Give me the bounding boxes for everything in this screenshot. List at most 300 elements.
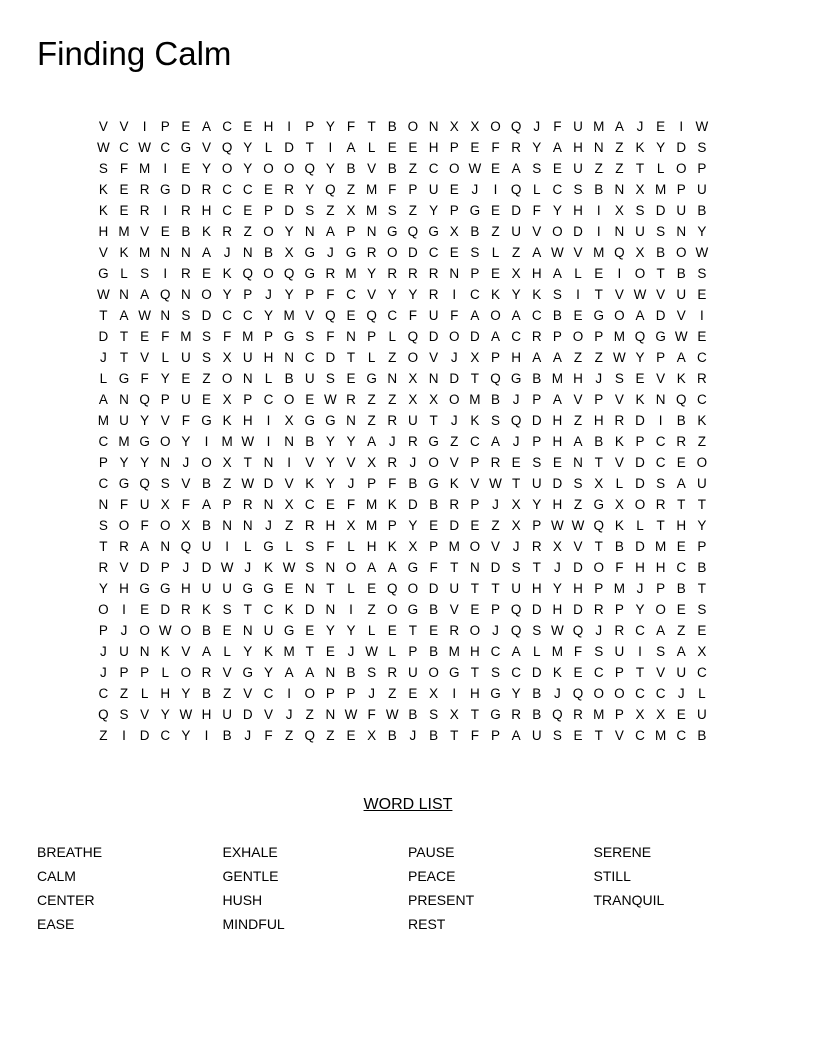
grid-letter[interactable]: L [140,686,149,701]
grid-letter[interactable]: G [655,329,666,344]
grid-letter[interactable]: E [697,329,707,344]
grid-letter[interactable]: M [551,644,564,659]
grid-letter[interactable]: J [492,497,499,512]
grid-letter[interactable]: R [573,707,583,722]
grid-letter[interactable]: Z [697,434,707,449]
grid-letter[interactable]: Y [635,350,645,365]
grid-letter[interactable]: C [304,497,315,512]
grid-letter[interactable]: W [551,245,564,260]
grid-letter[interactable]: S [470,245,480,260]
grid-letter[interactable]: I [328,140,333,155]
grid-letter[interactable]: Q [304,728,315,743]
grid-letter[interactable]: C [222,203,233,218]
grid-letter[interactable]: V [305,308,315,323]
grid-letter[interactable]: J [677,686,685,701]
grid-letter[interactable]: I [700,308,704,323]
grid-letter[interactable]: Y [202,161,212,176]
grid-letter[interactable]: Q [366,308,377,323]
grid-letter[interactable]: I [576,287,580,302]
grid-letter[interactable]: Z [388,686,397,701]
grid-letter[interactable]: Y [181,728,191,743]
grid-letter[interactable]: R [408,434,418,449]
grid-letter[interactable]: T [532,560,541,575]
grid-letter[interactable]: E [140,329,150,344]
grid-letter[interactable]: I [638,644,642,659]
grid-letter[interactable]: B [181,224,191,239]
grid-letter[interactable]: R [511,707,521,722]
grid-letter[interactable]: N [119,392,129,407]
grid-letter[interactable]: C [469,287,480,302]
grid-letter[interactable]: Z [573,497,583,512]
grid-letter[interactable]: H [325,518,336,533]
grid-letter[interactable]: S [573,182,583,197]
grid-letter[interactable]: P [470,455,480,470]
grid-letter[interactable]: R [676,434,687,449]
grid-letter[interactable]: V [573,392,583,407]
grid-letter[interactable]: S [656,476,666,491]
grid-letter[interactable]: U [697,182,707,197]
grid-letter[interactable]: Z [408,161,418,176]
grid-letter[interactable]: D [573,224,583,239]
grid-letter[interactable]: F [491,140,500,155]
grid-letter[interactable]: S [181,308,191,323]
grid-letter[interactable]: O [263,161,274,176]
grid-letter[interactable]: A [552,350,562,365]
grid-letter[interactable]: Z [367,602,376,617]
grid-letter[interactable]: M [242,329,254,344]
grid-letter[interactable]: L [264,140,273,155]
grid-letter[interactable]: R [614,413,625,428]
grid-letter[interactable]: E [573,308,583,323]
grid-letter[interactable]: V [614,728,624,743]
grid-letter[interactable]: R [387,413,398,428]
grid-letter[interactable]: V [181,644,191,659]
grid-letter[interactable]: J [223,245,231,260]
grid-letter[interactable]: R [181,602,191,617]
grid-letter[interactable]: G [242,665,254,680]
grid-letter[interactable]: T [367,119,376,134]
grid-letter[interactable]: K [263,644,273,659]
grid-letter[interactable]: U [242,350,253,365]
grid-letter[interactable]: H [201,203,212,218]
grid-letter[interactable]: Y [325,119,335,134]
grid-letter[interactable]: X [222,350,232,365]
grid-letter[interactable]: Y [140,455,150,470]
grid-letter[interactable]: N [428,371,439,386]
grid-letter[interactable]: C [697,350,707,365]
grid-letter[interactable]: F [140,518,149,533]
grid-letter[interactable]: B [222,728,232,743]
grid-letter[interactable]: C [593,665,604,680]
grid-letter[interactable]: T [470,665,479,680]
grid-letter[interactable]: A [614,119,624,134]
grid-letter[interactable]: Q [407,329,419,344]
grid-letter[interactable]: G [428,224,439,239]
grid-letter[interactable]: L [636,518,644,533]
grid-letter[interactable]: F [388,476,397,491]
grid-letter[interactable]: U [408,665,418,680]
grid-letter[interactable]: Z [677,623,686,638]
grid-letter[interactable]: H [160,686,171,701]
grid-letter[interactable]: X [449,119,459,134]
grid-letter[interactable]: J [99,644,107,659]
grid-letter[interactable]: V [429,350,439,365]
grid-letter[interactable]: G [263,539,274,554]
grid-letter[interactable]: J [409,728,417,743]
grid-letter[interactable]: Y [511,686,521,701]
grid-letter[interactable]: Z [243,224,252,239]
grid-letter[interactable]: T [594,539,603,554]
grid-letter[interactable]: S [552,728,562,743]
grid-letter[interactable]: Q [510,413,522,428]
grid-letter[interactable]: V [119,119,129,134]
grid-letter[interactable]: D [408,497,418,512]
grid-letter[interactable]: W [241,434,255,449]
grid-letter[interactable]: Z [99,728,108,743]
grid-letter[interactable]: J [244,728,252,743]
grid-letter[interactable]: Y [697,518,707,533]
grid-letter[interactable]: T [119,350,129,365]
grid-letter[interactable]: P [532,434,542,449]
grid-letter[interactable]: S [98,161,108,176]
grid-letter[interactable]: X [470,350,480,365]
grid-letter[interactable]: K [263,560,273,575]
grid-letter[interactable]: K [202,224,212,239]
grid-letter[interactable]: D [635,413,645,428]
grid-letter[interactable]: B [202,476,212,491]
grid-letter[interactable]: Y [263,308,273,323]
grid-letter[interactable]: N [284,434,294,449]
grid-letter[interactable]: D [655,308,666,323]
grid-letter[interactable]: J [512,539,520,554]
grid-letter[interactable]: M [593,119,605,134]
grid-letter[interactable]: B [656,245,666,260]
grid-letter[interactable]: S [222,602,232,617]
grid-letter[interactable]: O [469,539,481,554]
grid-letter[interactable]: V [140,707,150,722]
grid-letter[interactable]: V [367,287,377,302]
grid-letter[interactable]: M [180,329,192,344]
grid-letter[interactable]: U [304,371,315,386]
grid-letter[interactable]: W [695,245,709,260]
grid-letter[interactable]: E [325,497,335,512]
grid-letter[interactable]: N [119,287,129,302]
grid-letter[interactable]: P [429,539,439,554]
grid-letter[interactable]: N [346,413,356,428]
grid-letter[interactable]: E [470,140,480,155]
grid-letter[interactable]: Z [326,203,335,218]
grid-letter[interactable]: Q [407,224,419,239]
grid-letter[interactable]: F [181,413,190,428]
grid-letter[interactable]: P [656,350,666,365]
grid-letter[interactable]: W [633,287,647,302]
grid-letter[interactable]: N [573,455,583,470]
grid-letter[interactable]: K [552,665,562,680]
grid-letter[interactable]: Y [367,266,377,281]
grid-letter[interactable]: Q [634,329,646,344]
grid-letter[interactable]: J [409,455,417,470]
grid-letter[interactable]: P [408,182,418,197]
grid-letter[interactable]: K [490,287,500,302]
grid-letter[interactable]: J [512,392,520,407]
grid-letter[interactable]: Z [491,518,500,533]
grid-letter[interactable]: X [511,518,521,533]
grid-letter[interactable]: B [490,392,500,407]
grid-letter[interactable]: J [368,686,376,701]
grid-letter[interactable]: U [201,581,212,596]
grid-letter[interactable]: Q [552,707,563,722]
grid-letter[interactable]: M [551,371,564,386]
grid-letter[interactable]: O [448,392,460,407]
grid-letter[interactable]: C [304,350,315,365]
grid-letter[interactable]: R [201,665,212,680]
grid-letter[interactable]: I [266,434,271,449]
grid-letter[interactable]: R [284,182,294,197]
grid-letter[interactable]: C [511,329,521,344]
grid-letter[interactable]: E [387,140,397,155]
grid-letter[interactable]: S [573,476,583,491]
grid-letter[interactable]: R [387,665,398,680]
grid-letter[interactable]: N [160,245,171,260]
grid-letter[interactable]: Q [510,602,522,617]
grid-letter[interactable]: U [676,203,687,218]
grid-letter[interactable]: Y [284,224,294,239]
grid-letter[interactable]: W [385,707,399,722]
grid-letter[interactable]: Y [511,287,521,302]
grid-letter[interactable]: L [574,266,582,281]
grid-letter[interactable]: J [512,434,520,449]
grid-letter[interactable]: E [697,287,707,302]
grid-letter[interactable]: F [346,497,356,512]
grid-letter[interactable]: U [635,224,645,239]
grid-letter[interactable]: C [160,728,171,743]
grid-letter[interactable]: E [552,161,562,176]
grid-letter[interactable]: C [469,434,480,449]
grid-letter[interactable]: M [283,308,295,323]
grid-letter[interactable]: E [697,623,707,638]
grid-letter[interactable]: C [635,623,645,638]
grid-letter[interactable]: A [490,329,500,344]
grid-letter[interactable]: O [407,119,419,134]
grid-letter[interactable]: X [284,245,294,260]
grid-letter[interactable]: H [573,581,583,596]
grid-letter[interactable]: S [367,665,377,680]
grid-letter[interactable]: X [635,707,645,722]
grid-letter[interactable]: H [552,413,563,428]
grid-letter[interactable]: P [532,392,542,407]
grid-letter[interactable]: N [181,245,191,260]
grid-letter[interactable]: U [697,707,707,722]
grid-letter[interactable]: R [531,329,542,344]
grid-letter[interactable]: T [594,455,603,470]
grid-letter[interactable]: D [469,329,480,344]
grid-letter[interactable]: U [119,644,129,659]
grid-letter[interactable]: D [635,455,645,470]
grid-letter[interactable]: Q [510,182,522,197]
grid-letter[interactable]: O [593,560,604,575]
grid-letter[interactable]: J [595,623,603,638]
grid-letter[interactable]: H [573,203,583,218]
grid-letter[interactable]: T [677,497,686,512]
grid-letter[interactable]: E [635,371,645,386]
grid-letter[interactable]: Y [160,707,170,722]
grid-letter[interactable]: S [614,371,624,386]
grid-letter[interactable]: T [346,350,356,365]
grid-letter[interactable]: F [140,371,149,386]
grid-letter[interactable]: F [429,560,438,575]
grid-letter[interactable]: G [469,203,481,218]
grid-letter[interactable]: O [345,560,357,575]
grid-letter[interactable]: I [287,686,291,701]
grid-letter[interactable]: Y [243,140,253,155]
grid-letter[interactable]: N [222,518,233,533]
grid-letter[interactable]: H [635,560,645,575]
grid-letter[interactable]: M [366,203,378,218]
grid-letter[interactable]: N [325,665,336,680]
grid-letter[interactable]: O [655,602,666,617]
grid-letter[interactable]: V [449,602,459,617]
grid-letter[interactable]: W [158,623,172,638]
grid-letter[interactable]: A [552,140,562,155]
grid-letter[interactable]: C [242,308,253,323]
grid-letter[interactable]: T [429,413,438,428]
grid-letter[interactable]: B [429,602,439,617]
grid-letter[interactable]: T [99,539,108,554]
grid-letter[interactable]: T [656,266,665,281]
grid-letter[interactable]: P [676,182,686,197]
grid-letter[interactable]: B [697,728,707,743]
grid-letter[interactable]: C [531,308,542,323]
grid-letter[interactable]: H [593,413,604,428]
grid-letter[interactable]: U [676,665,687,680]
grid-letter[interactable]: L [120,266,128,281]
grid-letter[interactable]: L [367,623,376,638]
grid-letter[interactable]: E [676,707,686,722]
grid-letter[interactable]: P [160,119,170,134]
grid-letter[interactable]: L [99,371,108,386]
grid-letter[interactable]: T [408,623,418,638]
grid-letter[interactable]: B [305,434,315,449]
grid-letter[interactable]: D [201,308,212,323]
grid-letter[interactable]: I [142,119,147,134]
grid-letter[interactable]: D [304,602,315,617]
grid-letter[interactable]: I [266,413,271,428]
grid-letter[interactable]: M [593,707,605,722]
grid-letter[interactable]: H [552,434,563,449]
grid-letter[interactable]: B [676,581,686,596]
grid-letter[interactable]: M [138,245,151,260]
grid-letter[interactable]: O [387,602,398,617]
grid-letter[interactable]: C [263,686,274,701]
grid-letter[interactable]: H [511,350,521,365]
grid-letter[interactable]: C [635,686,645,701]
grid-letter[interactable]: U [139,497,150,512]
grid-letter[interactable]: U [573,161,583,176]
grid-letter[interactable]: C [655,455,666,470]
grid-letter[interactable]: Y [263,665,273,680]
grid-letter[interactable]: F [264,728,273,743]
grid-letter[interactable]: S [305,203,315,218]
grid-letter[interactable]: I [596,224,601,239]
grid-letter[interactable]: A [202,245,212,260]
grid-letter[interactable]: N [304,224,315,239]
grid-letter[interactable]: U [449,581,460,596]
grid-letter[interactable]: E [449,245,459,260]
grid-letter[interactable]: E [346,728,356,743]
grid-letter[interactable]: F [326,539,335,554]
grid-letter[interactable]: S [697,140,707,155]
grid-letter[interactable]: I [204,434,209,449]
grid-letter[interactable]: O [304,686,315,701]
grid-letter[interactable]: Z [573,350,583,365]
grid-letter[interactable]: A [284,665,294,680]
grid-letter[interactable]: M [118,434,130,449]
grid-letter[interactable]: Z [408,203,418,218]
grid-letter[interactable]: C [552,182,563,197]
grid-letter[interactable]: K [614,518,624,533]
grid-letter[interactable]: Y [325,623,335,638]
grid-letter[interactable]: A [552,392,562,407]
grid-letter[interactable]: B [532,371,542,386]
grid-letter[interactable]: O [448,329,460,344]
grid-letter[interactable]: K [470,413,480,428]
grid-letter[interactable]: W [241,476,255,491]
grid-letter[interactable]: P [656,581,666,596]
grid-letter[interactable]: N [98,497,109,512]
grid-letter[interactable]: L [698,686,706,701]
grid-letter[interactable]: M [448,539,460,554]
grid-letter[interactable]: Y [181,434,191,449]
grid-letter[interactable]: Q [304,161,315,176]
grid-letter[interactable]: I [287,119,291,134]
grid-letter[interactable]: E [346,308,356,323]
grid-letter[interactable]: J [388,434,396,449]
grid-letter[interactable]: Q [283,266,295,281]
grid-letter[interactable]: D [635,539,645,554]
grid-letter[interactable]: J [99,350,107,365]
grid-letter[interactable]: E [470,518,480,533]
grid-letter[interactable]: D [428,581,439,596]
grid-letter[interactable]: V [305,455,315,470]
grid-letter[interactable]: Y [222,287,232,302]
grid-letter[interactable]: F [573,644,583,659]
grid-letter[interactable]: C [222,308,233,323]
grid-letter[interactable]: K [387,539,397,554]
grid-letter[interactable]: X [656,707,666,722]
grid-letter[interactable]: P [449,140,459,155]
grid-letter[interactable]: R [449,623,460,638]
grid-letter[interactable]: Y [697,224,707,239]
grid-letter[interactable]: D [449,371,460,386]
grid-letter[interactable]: P [305,119,315,134]
grid-letter[interactable]: H [119,581,129,596]
grid-letter[interactable]: H [263,119,274,134]
grid-letter[interactable]: C [119,140,129,155]
grid-letter[interactable]: O [98,602,109,617]
grid-letter[interactable]: S [160,476,170,491]
grid-letter[interactable]: Y [140,413,150,428]
grid-letter[interactable]: X [449,707,459,722]
grid-letter[interactable]: A [119,308,129,323]
grid-letter[interactable]: D [573,560,583,575]
grid-letter[interactable]: W [323,392,337,407]
grid-letter[interactable]: P [367,476,377,491]
grid-letter[interactable]: F [119,497,129,512]
grid-letter[interactable]: Y [429,203,439,218]
grid-letter[interactable]: A [552,266,562,281]
grid-letter[interactable]: X [429,686,439,701]
grid-letter[interactable]: Y [98,581,108,596]
